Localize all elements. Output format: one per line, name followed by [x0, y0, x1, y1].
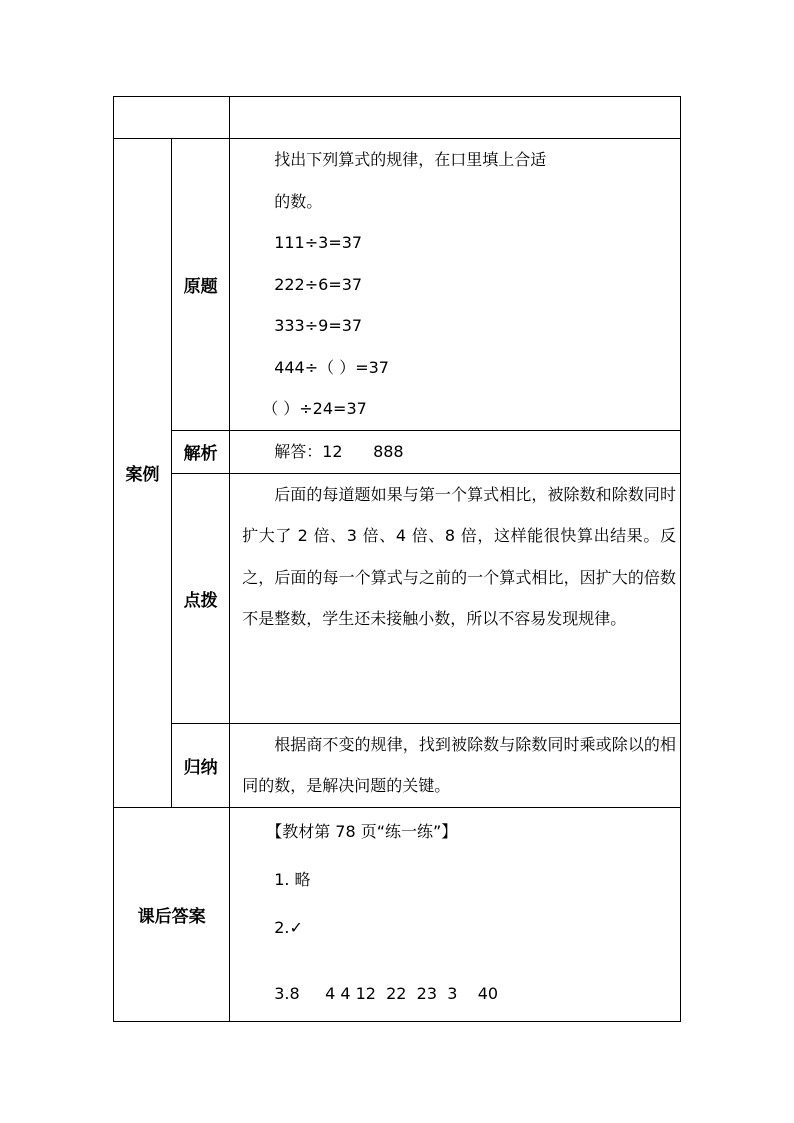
question-line: 找出下列算式的规律，在口里填上合适 [274, 150, 547, 170]
summary-label: 归纳 [172, 723, 230, 807]
summary-cell [230, 723, 681, 807]
summary-row [114, 723, 681, 807]
hint-label: 点拨 [172, 473, 230, 723]
homework-cell [230, 807, 681, 1021]
homework-row [114, 807, 681, 1021]
case-label: 案例 [114, 139, 172, 808]
equation-line: 333÷9=37 [274, 316, 363, 336]
header-row [114, 97, 681, 139]
equation-line: 111÷3=37 [274, 233, 363, 253]
equation-line: （ ）÷24=37 [262, 399, 367, 419]
analysis-label: 解析 [172, 431, 230, 474]
header-right-cell [230, 97, 681, 139]
homework-answer-line: 2.✓ [274, 917, 303, 937]
original-question-row [114, 139, 681, 431]
question-line: 的数。 [274, 191, 323, 211]
equation-line: 222÷6=37 [274, 274, 363, 294]
header-left-cell [114, 97, 230, 139]
analysis-cell [230, 431, 681, 474]
original-question-cell [230, 139, 681, 431]
original-question-label: 原题 [172, 139, 230, 431]
homework-answer-line: 3.8 4 4 12 22 23 3 40 [274, 983, 499, 1003]
answer-table [113, 96, 681, 1022]
hint-cell [230, 473, 681, 723]
equation-line: 444÷（ ）=37 [274, 357, 389, 377]
homework-answer-line: 1. 略 [274, 869, 311, 889]
homework-heading: 【教材第 78 页“练一练”】 [266, 821, 458, 841]
homework-label: 课后答案 [114, 807, 230, 1021]
analysis-answer: 解答：12 888 [274, 442, 404, 461]
analysis-row [114, 431, 681, 474]
summary-text: 根据商不变的规律，找到被除数与除数同时乘或除以的相同的数，是解决问题的关键。 [242, 734, 676, 795]
hint-text: 后面的每道题如果与第一个算式相比，被除数和除数同时扩大了 2 倍、3 倍、4 倍、8 倍，这样能很快算出结果。反之，后面的每一个算式与之前的一个算式相比，因扩大的倍数不是整数，学生还未接触小数，所以不容易发现规律。 [242, 484, 676, 628]
hint-row [114, 473, 681, 723]
